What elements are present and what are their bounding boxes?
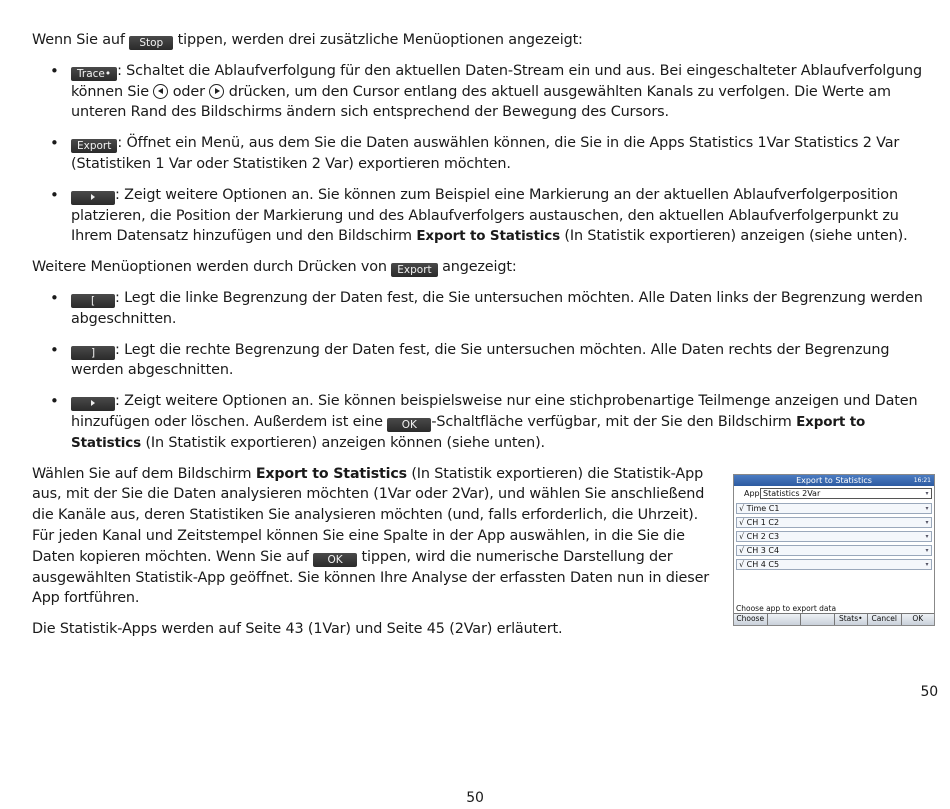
calc-softkey-cancel: Cancel (868, 614, 902, 625)
more2-description: : Zeigt weitere Optionen an. Sie können beispielsweise nur eine stichprobenartige Teilmenge anzeigen und Daten hinzufügen oder löschen. Außerdem ist eine (71, 393, 918, 430)
export-to-statistics-label-2: Export to Statistics (71, 413, 866, 451)
list-item-right-bound (32, 340, 937, 382)
calc-softkey-empty (801, 614, 835, 625)
trace-or: oder (168, 83, 210, 100)
calc-title: Export to Statistics (796, 476, 872, 485)
left-bracket-key: [ (71, 294, 115, 308)
more-options-paragraph (32, 257, 937, 278)
calc-app-value: Statistics 2Var (763, 489, 821, 498)
export-menu-options (32, 288, 937, 454)
calc-softkey-ok: OK (902, 614, 935, 625)
calc-channel-field (736, 559, 932, 570)
right-bound-description: : Legt die rechte Begrenzung der Daten fest, die Sie untersuchen möchten. Alle Daten rechts der Begrenzung werden abgeschnitten. (71, 341, 890, 379)
calc-channel-label: √ CH 4 C5 (739, 560, 780, 569)
page-number-right: 50 (920, 684, 938, 700)
chevron-down-icon: ▾ (925, 561, 929, 568)
trace-description-end: drücken, um den Cursor entlang des aktuell ausgewählten Kanals zu verfolgen. Die Werte am unteren Rand des Bildschirms ändern sich entsprechend der Bewegung des Cursors. (71, 83, 891, 121)
intro-text-end: tippen, werden drei zusätzliche Menüoptionen angezeigt: (173, 32, 583, 48)
chevron-down-icon: ▾ (925, 533, 929, 540)
left-arrow-key-icon (153, 84, 168, 99)
closing-paragraph: Die Statistik-Apps werden auf Seite 43 (1Var) und Seite 45 (2Var) erläutert. (32, 621, 563, 638)
calc-channel-row (734, 501, 934, 515)
export-to-statistics-label-3: Export to Statistics (255, 465, 407, 482)
calc-title-bar (734, 475, 934, 486)
more-description-end: (In Statistik exportieren) anzeigen (siehe unten). (559, 228, 908, 245)
more-text-end: angezeigt: (437, 259, 517, 276)
calc-channel-label: √ Time C1 (739, 504, 780, 513)
left-bound-description: : Legt die linke Begrenzung der Daten fest, die Sie untersuchen möchten. Alle Daten links der Begrenzung werden abgeschnitten. (71, 289, 923, 327)
calc-channel-row (734, 515, 934, 529)
play-triangle-icon (91, 400, 95, 406)
ok-key-inline-2: OK (313, 553, 357, 567)
more-key (71, 191, 115, 205)
list-item-more (32, 185, 937, 247)
calc-channel-row (734, 529, 934, 543)
calc-channel-label: √ CH 3 C4 (739, 546, 780, 555)
calc-channel-field (736, 531, 932, 542)
export-description: : Öffnet ein Menü, aus dem Sie die Daten auswählen können, die Sie in die Apps Statistics 1Var Statistics 2 Var (Statistiken 1 Var oder Statistiken 2 Var) exportieren möchten. (71, 135, 900, 172)
chevron-down-icon: ▾ (925, 519, 929, 526)
more-text: Weitere Menüoptionen werden durch Drücken von (32, 259, 392, 276)
list-item-trace (32, 61, 937, 123)
intro-paragraph (32, 30, 937, 51)
calc-hint: Choose app to export data (736, 604, 837, 613)
calc-channel-label: √ CH 2 C3 (739, 532, 780, 541)
calc-app-select (760, 488, 932, 499)
export-key-inline: Export (391, 263, 437, 277)
calc-channel-row (734, 557, 934, 571)
trace-description: : Schaltet die Ablaufverfolgung für den aktuellen Daten-Stream ein und aus. Bei eingeschalteter Ablaufverfolgung können Sie (71, 62, 923, 100)
ok-key-inline: OK (387, 418, 431, 432)
right-arrow-key-icon (209, 84, 224, 99)
chevron-down-icon: ▾ (925, 547, 929, 554)
more-key-2 (71, 397, 115, 411)
more2-description-mid: -Schaltfläche verfügbar, mit der Sie den Bildschirm (431, 413, 797, 430)
page-number-bottom: 50 (466, 790, 484, 806)
calc-clock: 16:21 (913, 477, 931, 484)
list-item-left-bound (32, 288, 937, 330)
play-triangle-icon (91, 194, 95, 200)
calc-channel-field (736, 503, 932, 514)
list-item-more-2 (32, 391, 937, 453)
chevron-down-icon: ▾ (925, 505, 929, 512)
calc-channel-field (736, 517, 932, 528)
export-para-text: Wählen Sie auf dem Bildschirm (32, 465, 256, 482)
stop-key: Stop (129, 36, 173, 50)
calc-channel-row (734, 543, 934, 557)
export-para-text-mid: (In Statistik exportieren) die Statistik-App aus, mit der Sie die Daten analysieren möchten (1Var oder 2Var), und wählen Sie anschließend die Kanäle aus, deren Statistiken Sie analysieren möchten (und, falls erforderlich, die Uhrzeit). Für jeden Kanal und Zeitstempel können Sie eine Spalte in der App auswählen, in die Sie die Daten kopieren möchten. Wenn Sie auf (32, 465, 705, 565)
trace-key: Trace• (71, 67, 117, 81)
export-to-statistics-label: Export to Statistics (416, 228, 560, 245)
calc-softkey-choose: Choose (734, 614, 768, 625)
calc-channel-field (736, 545, 932, 556)
right-bracket-key: ] (71, 346, 115, 360)
calc-channel-label: √ CH 1 C2 (739, 518, 780, 527)
stop-menu-options (32, 61, 937, 247)
export-paragraph (32, 464, 712, 610)
calc-softkey-stats: Stats• (835, 614, 869, 625)
export-para-text-end: tippen, wird die numerische Darstellung der ausgewählten Statistik-App geöffnet. Sie können Ihre Analyse der erfassten Daten nun in dieser App fortführen. (32, 548, 710, 607)
more2-description-end: (In Statistik exportieren) anzeigen können (siehe unten). (141, 434, 545, 451)
calc-softkey-bar (734, 613, 934, 625)
chevron-down-icon: ▾ (925, 490, 929, 497)
export-key: Export (71, 139, 117, 153)
calc-app-row (734, 486, 934, 501)
calc-app-label: App (744, 489, 760, 498)
calc-softkey-empty (768, 614, 802, 625)
more-description: : Zeigt weitere Optionen an. Sie können zum Beispiel eine Markierung an der aktuellen Ablaufverfolgerposition platzieren, die Position der Markierung und des Ablaufverfolgers austauschen, den aktuellen Ablaufverfolgerpunkt zu Ihrem Datensatz hinzufügen und den Bildschirm (71, 186, 899, 245)
intro-text: Wenn Sie auf (32, 32, 130, 48)
export-to-statistics-screenshot (733, 474, 935, 626)
list-item-export (32, 133, 937, 175)
